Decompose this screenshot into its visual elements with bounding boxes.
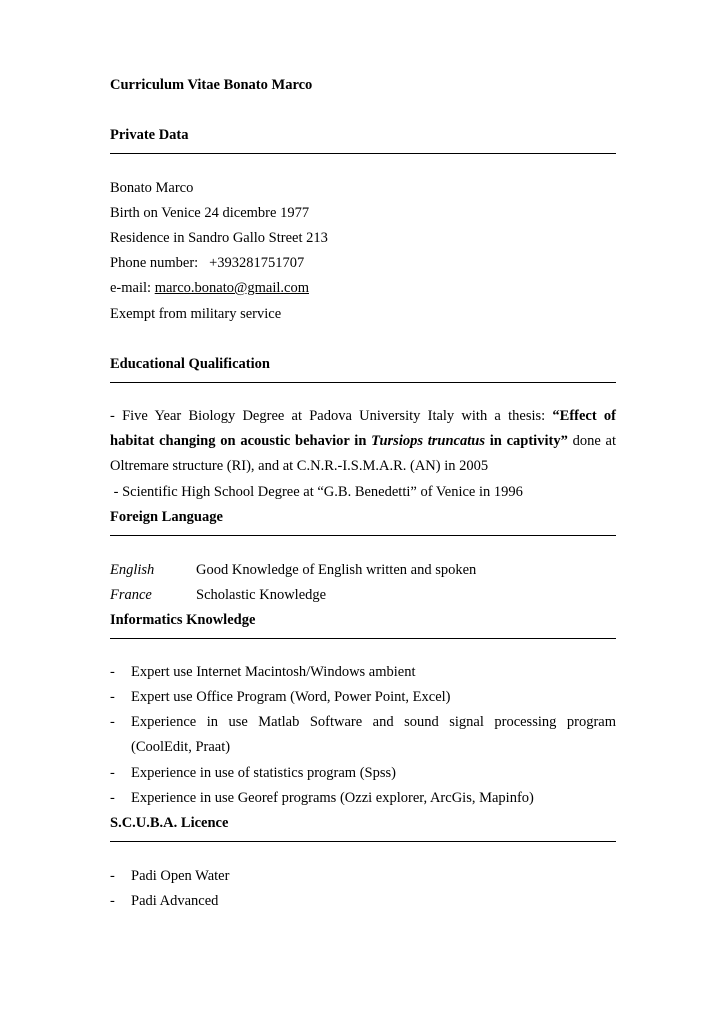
thesis-species: Tursiops truncatus [371,433,485,450]
school-line: - Scientific High School Degree at “G.B. Benedetti” of Venice in 1996 [110,484,523,500]
residence-line: Residence in Sandro Gallo Street 213 [110,230,328,246]
document-title: Curriculum Vitae Bonato Marco [110,77,313,93]
list-item: Experience in use Georef programs (Ozzi explorer, ArcGis, Mapinfo) [131,790,534,806]
list-item [131,710,616,760]
language-name: France [110,587,152,603]
bullet-dash: - [110,868,115,884]
bullet-dash: - [110,664,115,680]
section-heading-private: Private Data [110,127,189,143]
section-heading-education: Educational Qualification [110,356,270,372]
list-item: Expert use Office Program (Word, Power Point, Excel) [131,689,451,705]
list-item: Padi Advanced [131,893,219,909]
section-heading-informatics: Informatics Knowledge [110,612,256,628]
bullet-dash: - [110,765,115,781]
bullet-dash: - [110,790,115,806]
list-item-line: (CoolEdit, Praat) [131,739,231,756]
phone-label: Phone number: [110,255,210,271]
degree-suffix: done at Oltremare structure (RI), and at C.N.R.-I.S.M.A.R. (AN) in 2005 [110,433,617,475]
email-line [110,280,309,297]
list-item-line: Experience in use Matlab Software and sound signal processing program [131,714,616,730]
list-item: Experience in use of statistics program (Spss) [131,765,396,781]
email-label: e-mail: [110,280,155,296]
list-item: Expert use Internet Macintosh/Windows ambient [131,664,416,680]
military-line: Exempt from military service [110,306,282,322]
email-link[interactable]: marco.bonato@gmail.com [154,280,309,296]
section-heading-languages: Foreign Language [110,509,223,525]
bullet-dash: - [110,689,115,705]
list-item: Padi Open Water [131,868,230,884]
language-level: Good Knowledge of English written and spoken [196,562,477,578]
degree-prefix: - Five Year Biology Degree at Padova University Italy with a thesis: [110,408,553,424]
section-rule [110,535,616,536]
thesis-title-part1: “Effect of habitat changing on acoustic behavior in [110,408,616,450]
section-heading-scuba: S.C.U.B.A. Licence [110,815,229,831]
bullet-dash: - [110,893,115,909]
phone-number: +393281751707 [209,255,305,271]
language-name: English [110,562,155,578]
phone-line [110,255,304,272]
birth-line: Birth on Venice 24 dicembre 1977 [110,205,310,221]
language-level: Scholastic Knowledge [196,587,327,603]
bullet-dash: - [110,714,115,730]
section-rule [110,153,616,154]
name-line: Bonato Marco [110,180,194,196]
section-rule [110,638,616,639]
section-rule [110,382,616,383]
section-rule [110,841,616,842]
degree-paragraph [110,404,616,480]
thesis-title-part2: in captivity” [484,433,568,450]
